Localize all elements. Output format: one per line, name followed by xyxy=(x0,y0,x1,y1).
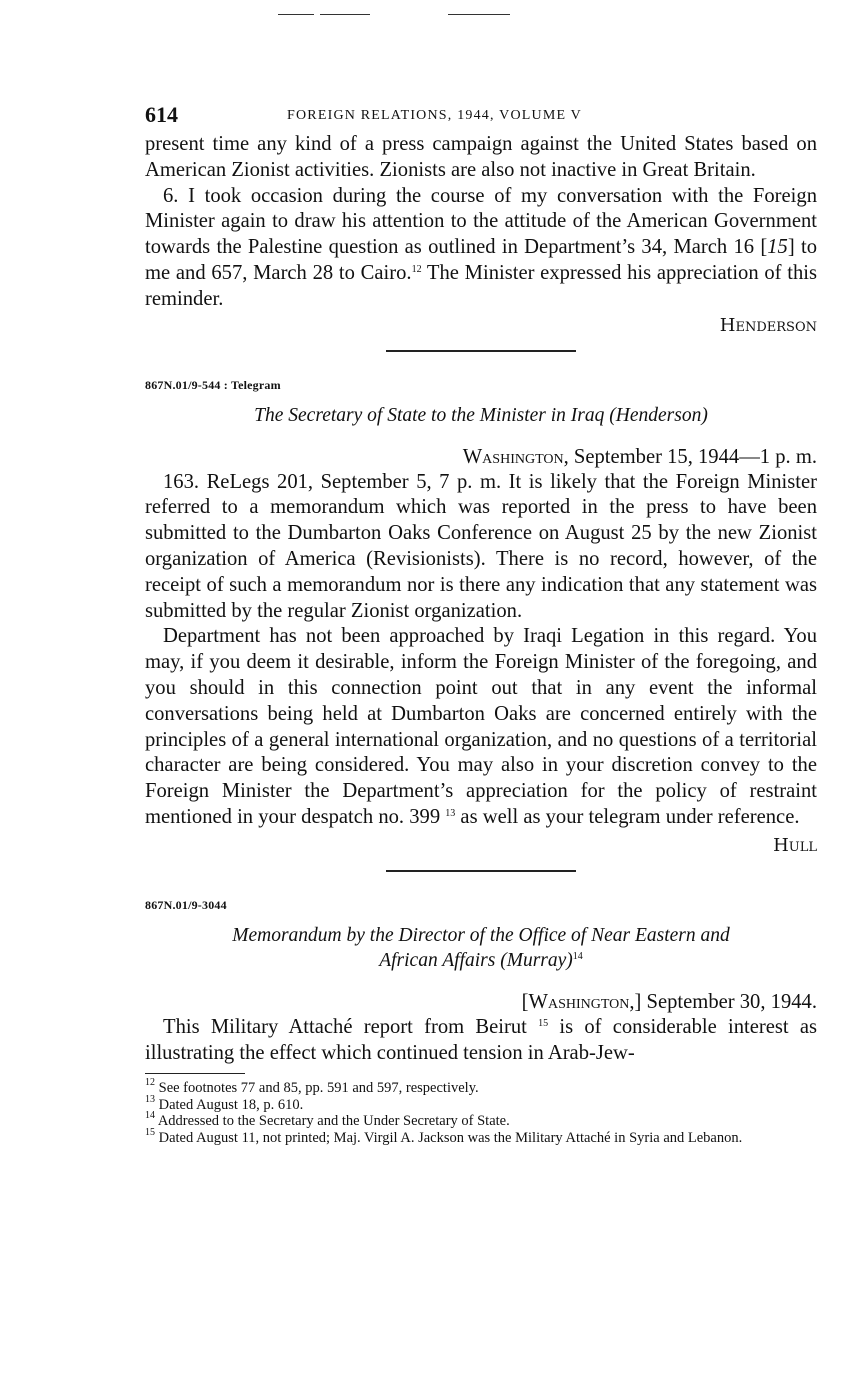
text: The Minister expressed his appreciation of this reminder. xyxy=(145,261,817,310)
place: Washington xyxy=(528,990,630,1013)
footnote xyxy=(145,1126,817,1147)
text: ) xyxy=(701,404,708,426)
footnote-text: Dated August 11, not printed; Maj. Virgil A. Jackson was the Military Attaché in Syria and Lebanon. xyxy=(158,1129,743,1146)
footnote-text: See footnotes 77 and 85, pp. 591 and 597, respectively. xyxy=(158,1080,479,1097)
document-id: 867N.01/9-544 : Telegram xyxy=(145,377,281,392)
document-title xyxy=(145,923,817,973)
footnote-mark: 13 xyxy=(145,1093,155,1105)
footnote-ref: 14 xyxy=(572,950,583,962)
document-title xyxy=(145,403,817,428)
text: Department has not been approached by Iraqi Legation in this regard. You may, if you deem it desirable, inform the Foreign Minister of the foregoing, and you should in this connection point out that in any event the informal conversations being held at Dumbarton Oaks are concerned entirely with the principles of a general international organization, and no questions of a territorial character are being considered. You may also in your discretion convey to the Foreign Minister the Department’s appreciation for the policy of restraint mentioned in your despatch no. 399 xyxy=(145,625,817,828)
text: 6. I took occasion during the course of my conversation with the Foreign Minister again to draw his attention to the attitude of the American Government towards the Palestine question as outlined in Department’s 34, March 16 [ xyxy=(145,184,817,259)
footnote xyxy=(145,1110,817,1130)
paragraph xyxy=(145,1015,817,1067)
date: ,] September 30, 1944. xyxy=(629,990,817,1013)
text: Memorandum by the Director of the Office of Near Eastern and xyxy=(232,924,730,946)
footnote-text: Dated August 18, p. 610. xyxy=(158,1096,304,1113)
footnote-mark: 15 xyxy=(145,1126,155,1138)
footnote-ref: 15 xyxy=(538,1017,549,1029)
text: African Affairs ( xyxy=(379,949,507,971)
place: Washington xyxy=(462,445,564,468)
running-head xyxy=(145,102,817,132)
text: ) xyxy=(566,949,573,971)
paragraph xyxy=(145,184,817,313)
date: , September 15, 1944—1 p. m. xyxy=(563,445,817,468)
footnote xyxy=(145,1093,817,1114)
paragraph: present time any kind of a press campaign against the United States based on American Zionist activities. Zionists are also not inactive in Great Britain. xyxy=(145,133,817,181)
text: [ xyxy=(521,990,529,1013)
text: is of considerable interest as illustrating the effect which continued tension in Arab-Jew- xyxy=(145,1015,818,1064)
text: ] to me and 657, March 28 to Cairo. xyxy=(145,236,817,284)
page-number: 614 xyxy=(145,102,178,127)
document-page xyxy=(145,102,817,1146)
footnote-mark: 14 xyxy=(145,1110,155,1122)
text: as well as your telegram under reference. xyxy=(455,805,800,828)
section-divider xyxy=(386,870,576,872)
footnote-text: Addressed to the Secretary and the Under Secretary of State. xyxy=(157,1113,510,1130)
text: Henderson xyxy=(615,404,702,426)
paragraph xyxy=(145,624,817,830)
footnote-ref: 13 xyxy=(445,807,456,819)
section-divider xyxy=(386,350,576,352)
running-title: FOREIGN RELATIONS, 1944, VOLUME V xyxy=(287,108,582,123)
footnote-ref: 12 xyxy=(411,263,422,275)
footnote-mark: 12 xyxy=(145,1077,155,1089)
text: This Military Attaché report from Beirut xyxy=(163,1015,527,1038)
document-id: 867N.01/9-3044 xyxy=(145,897,227,912)
signature: Henderson xyxy=(719,314,817,336)
document-ref: 15 xyxy=(767,236,788,259)
dateline xyxy=(145,444,817,470)
dateline xyxy=(145,989,817,1015)
footnotes xyxy=(145,1077,817,1146)
footnote-rule xyxy=(145,1073,245,1074)
text: Murray xyxy=(506,949,567,971)
signature: Hull xyxy=(773,834,817,856)
footnote xyxy=(145,1077,817,1097)
text: The Secretary of State to the Minister in Iraq ( xyxy=(254,404,616,426)
top-print-marks xyxy=(278,14,514,18)
paragraph: 163. ReLegs 201, September 5, 7 p. m. It is likely that the Foreign Minister referred to a memorandum which was reported in the press to have been submitted to the Dumbarton Oaks Conference on August 25 by the new Zionist organization of America (Revisionists). There is no record, however, of the receipt of such a memorandum nor is there any indication that any statement was submitted by the regular Zionist organization. xyxy=(145,470,817,622)
